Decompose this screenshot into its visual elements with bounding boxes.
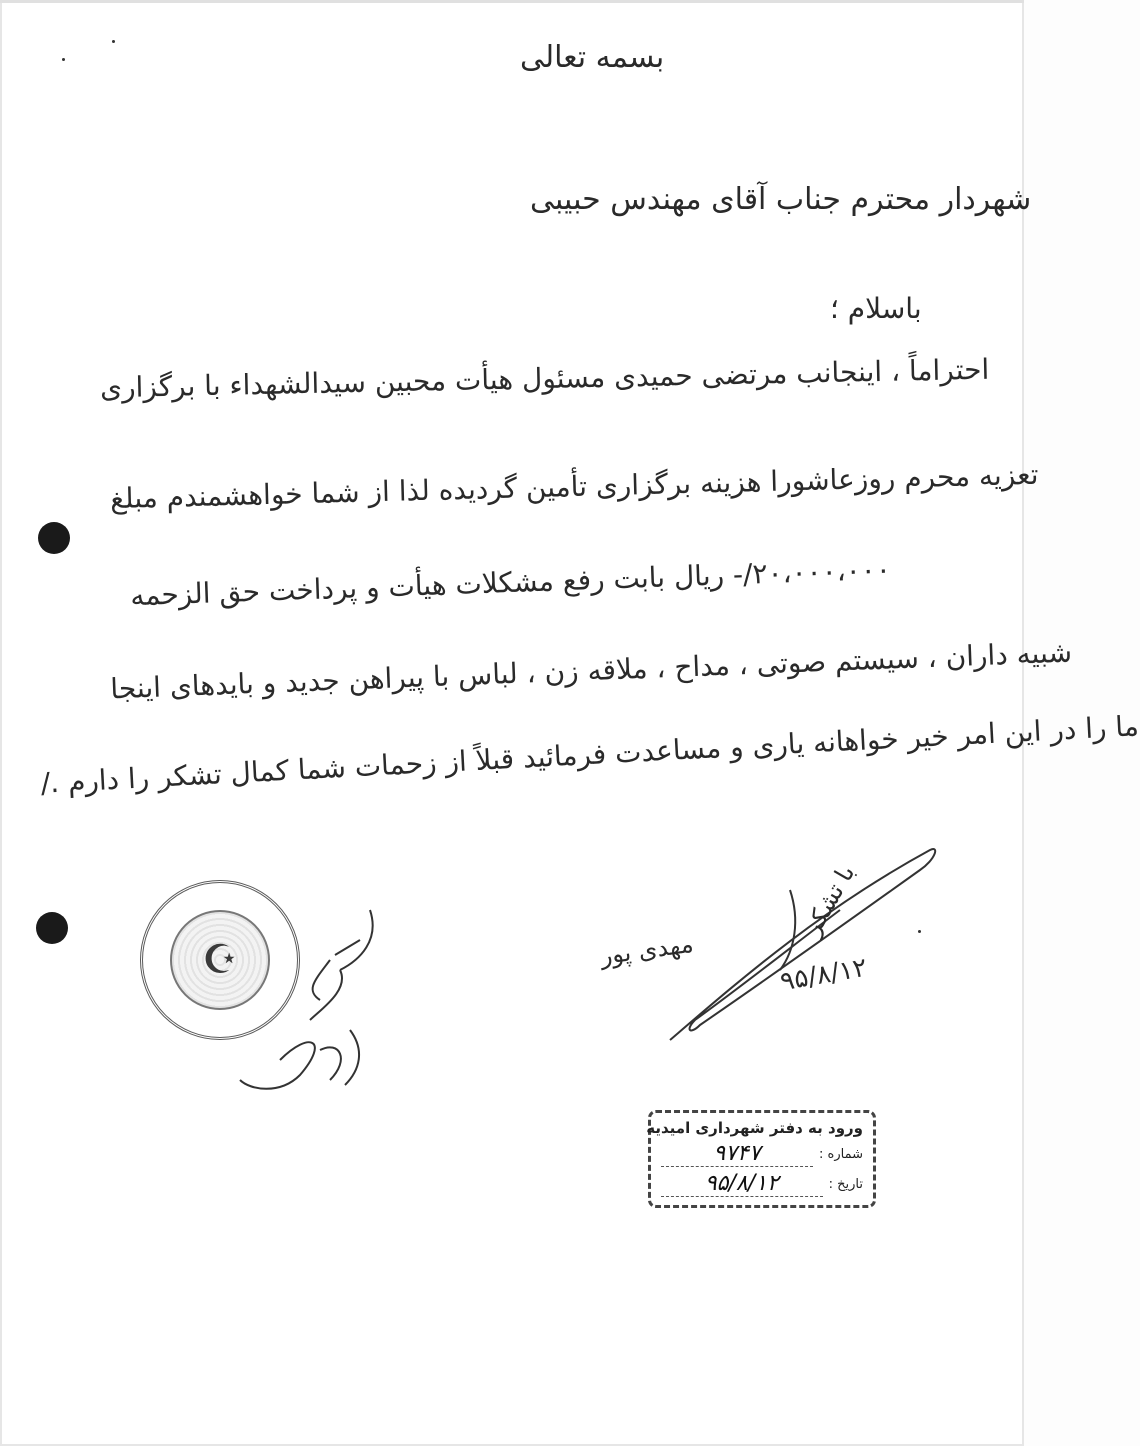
scan-speck: [112, 40, 115, 43]
scan-edge: [0, 0, 1024, 3]
signature-name: مهدی پور: [598, 929, 696, 971]
signature-date: ۹۵/۸/۱۲: [778, 952, 870, 998]
stamp-number-value: ۹۷۴۷: [661, 1141, 813, 1167]
registry-stamp: [648, 1110, 876, 1208]
stamp-number-row: [661, 1141, 863, 1167]
body-line-4: شبیه داران ، سیستم صوتی ، مداح ، ملاقه زن ، لباس با پیراهن جدید و بایدهای اینجا: [109, 635, 1073, 706]
body-line-1: احتراماً ، اینجانب مرتضی حمیدی مسئول هیأت محبین سیدالشهداء با برگزاری: [99, 352, 990, 405]
stamp-title: ورود به دفتر شهرداری امیدیه: [646, 1119, 863, 1137]
stamp-date-value: ۹۵/۸/۱۲: [661, 1171, 823, 1197]
basmala: بسمه تعالی: [520, 40, 665, 75]
body-line-2: تعزیه محرم روزعاشورا هزینه برگزاری تأمین گردیده لذا از شما خواهشمندم مبلغ: [109, 457, 1039, 516]
greeting: باسلام ؛: [830, 292, 922, 325]
left-signature: [220, 900, 390, 1100]
punch-hole: [38, 522, 70, 554]
addressee: شهردار محترم جناب آقای مهندس حبیبی: [530, 182, 1032, 217]
punch-hole: [36, 912, 68, 944]
scan-speck: [918, 930, 921, 933]
scan-speck: [62, 58, 65, 61]
stamp-date-row: [661, 1171, 863, 1197]
stamp-date-label: تاریخ :: [828, 1176, 863, 1192]
signature-closing: با تشکر: [798, 860, 861, 941]
body-line-3: ۲۰،۰۰۰،۰۰۰/- ریال بابت رفع مشکلات هیأت و پرداخت حق الزحمه: [129, 552, 892, 613]
dome-emblem-icon: ☪: [202, 937, 238, 983]
stamp-number-label: شماره :: [819, 1146, 863, 1162]
body-line-5: ما را در این امر خیر خواهانه یاری و مساعدت فرمائید قبلاً از زحمات شما کمال تشکر را دارم ./: [39, 709, 1140, 800]
